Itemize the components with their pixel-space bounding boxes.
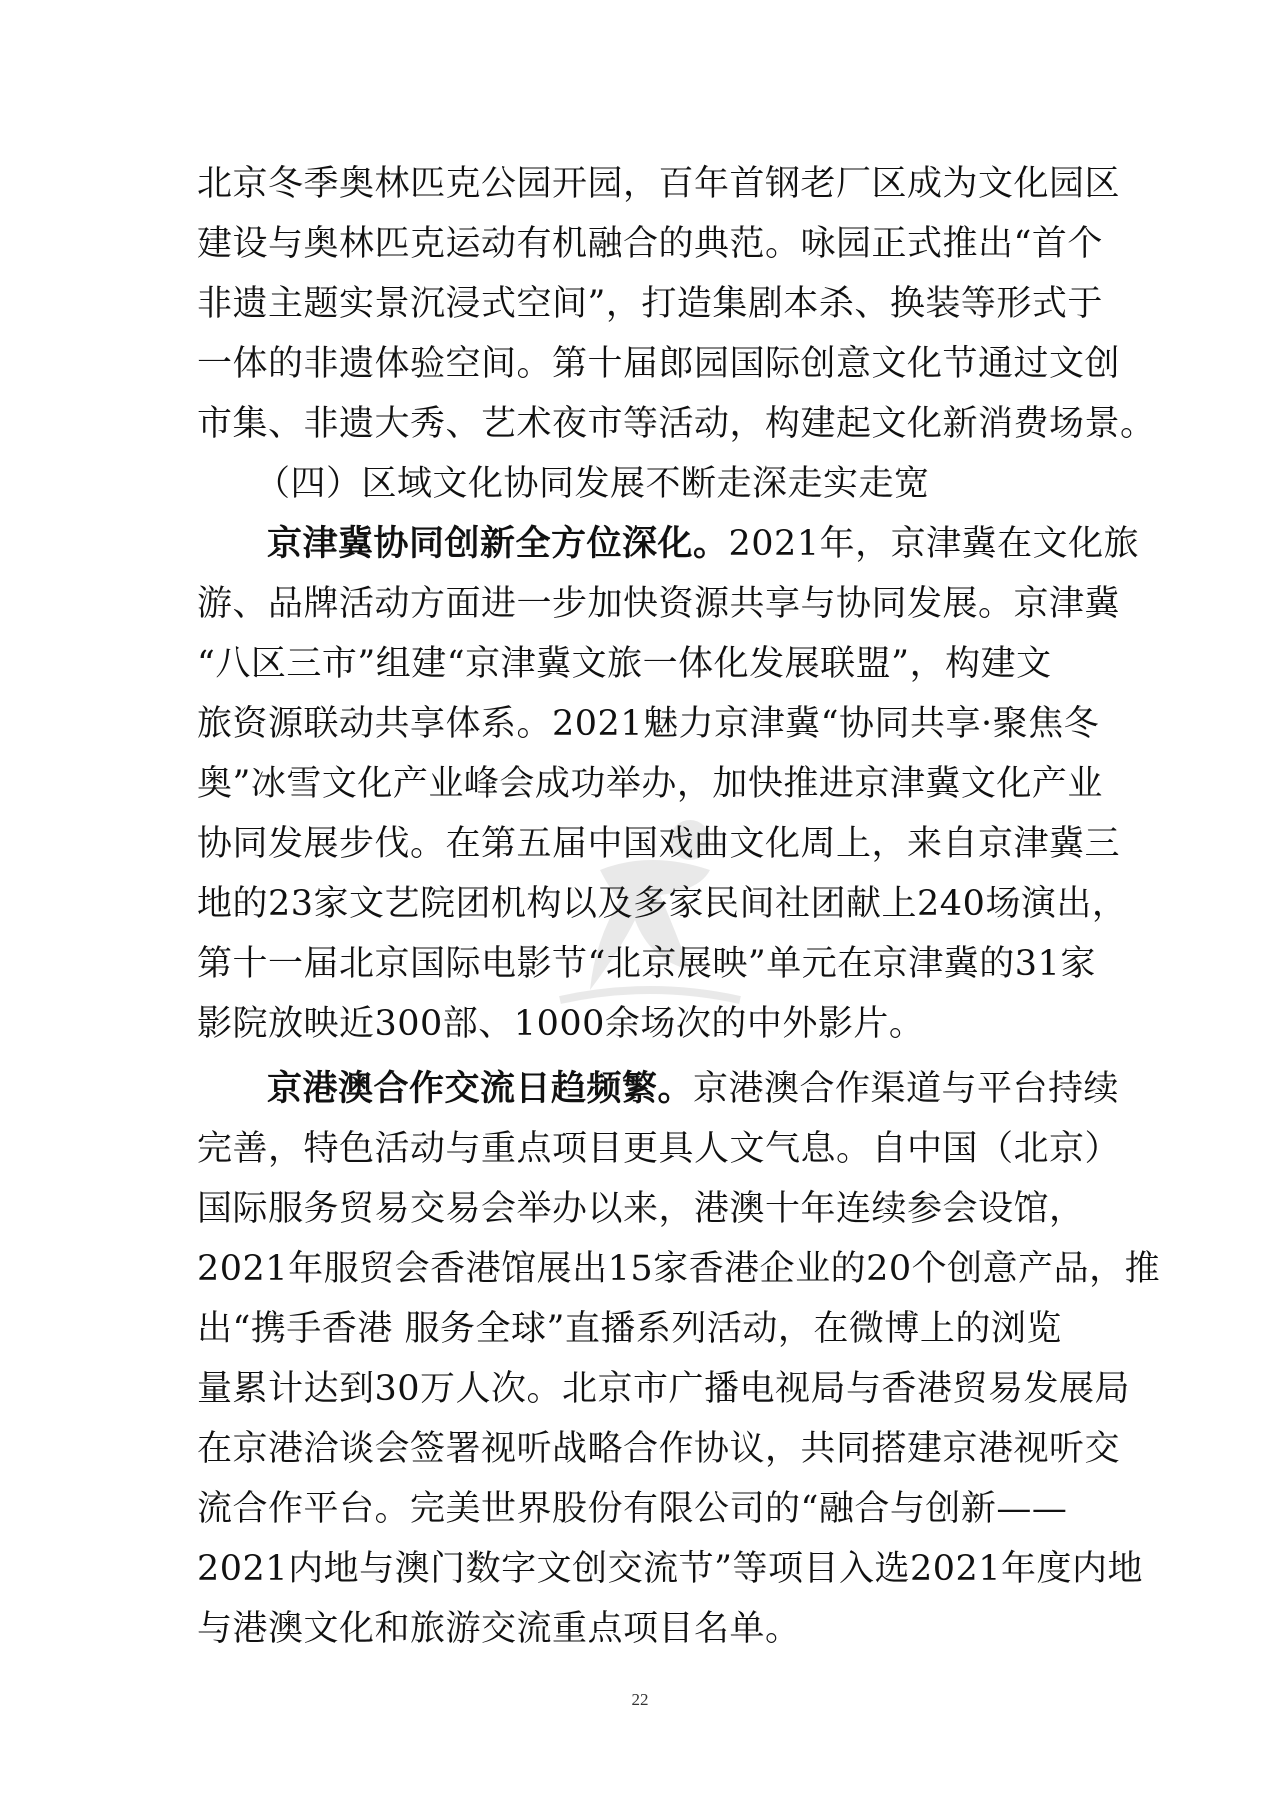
text-line: 旅资源联动共享体系。2021魅力京津冀“协同共享·聚焦冬 [197,704,1100,744]
text-line: 市集、非遗大秀、艺术夜市等活动，构建起文化新消费场景。 [197,404,1156,444]
text-line: 北京冬季奥林匹克公园开园，百年首钢老厂区成为文化园区 [197,164,1121,204]
text-line: 地的23家文艺院团机构以及多家民间社团献上240场演出， [197,884,1128,924]
text-line: 量累计达到30万人次。北京市广播电视局与香港贸易发展局 [197,1369,1131,1409]
paragraph-lead-heading: 京津冀协同创新全方位深化。 [267,523,729,564]
text-line: 流合作平台。完美世界股份有限公司的“融合与创新—— [197,1489,1068,1529]
text-line: 非遗主题实景沉浸式空间”，打造集剧本杀、换装等形式于 [197,284,1103,324]
text-line: 2021内地与澳门数字文创交流节”等项目入选2021年度内地 [197,1549,1144,1589]
paragraph-first-line [267,520,1139,568]
text-line: 奥”冰雪文化产业峰会成功举办，加快推进京津冀文化产业 [197,764,1103,804]
paragraph-first-line-text: 京港澳合作渠道与平台持续 [693,1069,1120,1109]
paragraph-first-line [267,1065,1119,1113]
text-line: 第十一届北京国际电影节“北京展映”单元在京津冀的31家 [197,944,1096,984]
text-line: 在京港洽谈会签署视听战略合作协议，共同搭建京港视听交 [197,1429,1121,1469]
text-line: 协同发展步伐。在第五届中国戏曲文化周上，来自京津冀三 [197,824,1121,864]
section-heading: （四）区域文化协同发展不断走深走实走宽 [255,464,930,504]
text-line: 完善，特色活动与重点项目更具人文气息。自中国（北京） [197,1129,1121,1169]
paragraph-lead-heading: 京港澳合作交流日趋频繁。 [267,1068,694,1109]
paragraph-first-line-text: 2021年，京津冀在文化旅 [728,524,1140,564]
text-line: 2021年服贸会香港馆展出15家香港企业的20个创意产品，推 [197,1249,1161,1289]
page-number: 22 [631,1690,649,1709]
text-line: 出“携手香港 服务全球”直播系列活动，在微博上的浏览 [197,1309,1062,1349]
text-line: 建设与奥林匹克运动有机融合的典范。咏园正式推出“首个 [197,224,1103,264]
text-line: 游、品牌活动方面进一步加快资源共享与协同发展。京津冀 [197,584,1121,624]
text-line: “八区三市”组建“京津冀文旅一体化发展联盟”，构建文 [197,644,1052,684]
text-line: 国际服务贸易交易会举办以来，港澳十年连续参会设馆， [197,1189,1085,1229]
text-line: 一体的非遗体验空间。第十届郎园国际创意文化节通过文创 [197,344,1121,384]
text-line: 影院放映近300部、1000余场次的中外影片。 [197,1004,925,1044]
text-line: 与港澳文化和旅游交流重点项目名单。 [197,1609,801,1649]
